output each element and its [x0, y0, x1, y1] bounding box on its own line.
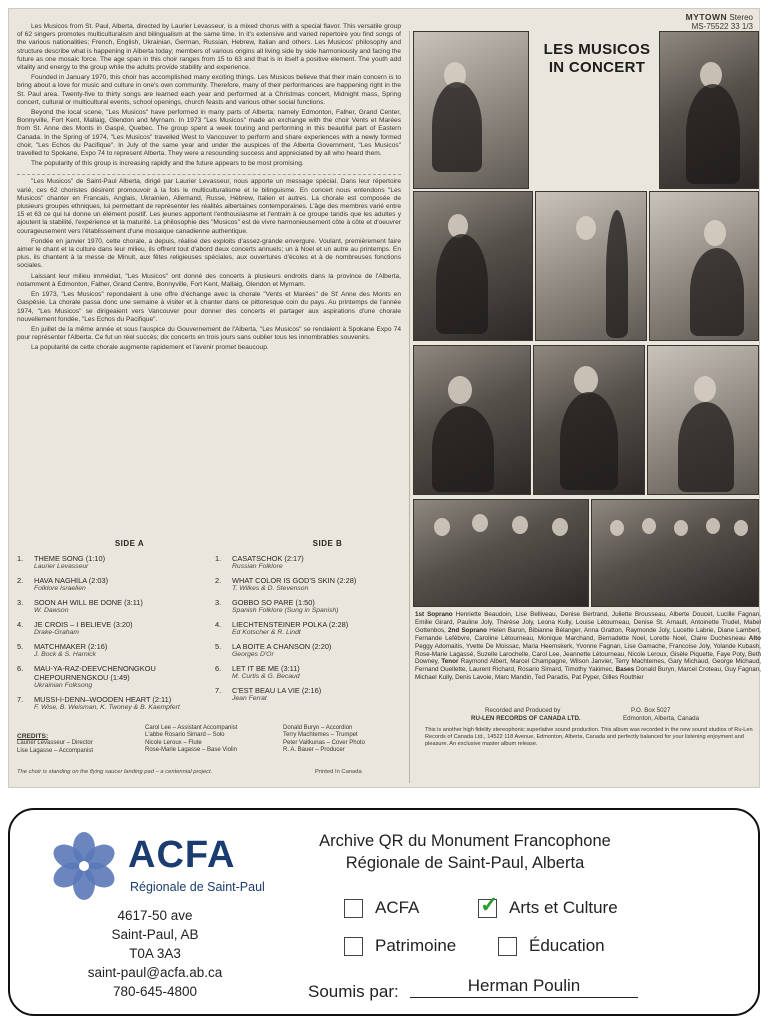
track-title: LIECHTENSTEINER POLKA (2:28) [232, 620, 349, 629]
checkbox-box[interactable] [498, 937, 517, 956]
track-credit: Folklore Israelien [34, 585, 86, 592]
album-back-cover [8, 8, 760, 788]
credit-line: R. A. Bauer – Producer [283, 747, 345, 754]
checkbox-arts-culture[interactable] [478, 891, 618, 918]
photo-accordionist [647, 345, 759, 495]
roster-label-alto: Alto [748, 634, 762, 642]
credit-line: Carol Lee – Assistant Accompanist [145, 725, 238, 731]
record-company: RU-LEN RECORDS OF CANADA LTD. [471, 715, 581, 722]
side-b-title: SIDE B [312, 539, 343, 548]
side-a-title: SIDE A [114, 539, 145, 548]
submitted-label: Soumis par: [308, 982, 399, 1001]
photo-trumpeter [413, 191, 533, 341]
acfa-logo-text: ACFA [128, 834, 236, 876]
french-paragraph-1: "Les Musicos" de Saint-Paul Alberta, dirigé par Laurier Levasseur, nous apporte un message spécial. Dans leur répertoire varié, ces 62 choristes désirent promouvoir à la fois le multiculturalisme et le bilinguisme. En concert nous entendons "Les Musicos" chanter en Francais, Anglais, Ukrainien, Allemand, Russe, Hébrew, Italien et autres. La chorale est composée de plusieurs groupes ethniques, lui permettant de représenter les réalités albertaines contemporaines. L'âge des membres varié entre 15 et 63 ce qui lui donne un élément positif. Les jeunes apportent l'enthousiasme et l'entrain à ce groupe tandis que les adultes y ajoutent la stabilité, l'expérience et la maturité. La philosophie des "Musicos" est de vivre harmonieusement côte à côte et d'oeuvrer courageusement vers l'établissement d'une mosaique canadienne authentique. [17, 178, 401, 235]
track-number: 4. [215, 620, 222, 629]
archive-title-line-2: Régionale de Saint-Paul, Alberta [345, 854, 585, 872]
roster-tenor: Raymond Albert, Marcel Champagne, Wilson Janvier, Terry Machtemes, Gary Michaud, George Michaud, Fernand Ouellette, Laurent Richard, Rosario Simard, Timothy Yakimec, [415, 658, 761, 674]
french-paragraph-2: Fondée en janvier 1970, cette chorale, a depuis, réalisé des exploits d'assez-grande envergure. Voulant, premièrement faire aimer le chant et la culture dans leur milieu, ils offrent tout d'abord deux concerts annuels; un à Noel et un autre au printemps. En plus, ils chantent à la messe de Minuit, aux fêtes religieuses spéciales, aux ouvertures d'écoles et à de nombreuses fonctions sociales. [17, 237, 401, 270]
side-b-track-1 [215, 554, 400, 571]
checkbox-education[interactable] [498, 936, 605, 956]
checkbox-acfa[interactable] [344, 898, 419, 918]
acfa-logo-subtitle: Régionale de Saint-Paul [130, 880, 265, 894]
headline-line-1: LES MUSICOS [543, 41, 651, 58]
credits-column-2 [145, 725, 237, 755]
track-number: 4. [17, 620, 24, 629]
album-headline [537, 41, 657, 77]
roster-soprano1: Henriette Beaudoin, Lise Belliveau, Denise Bertrand, Juliette Brousseau, Alberte Doucet, Lucille Fagnan, Emilie Girard, Pauline Joly, Thérèse Joly, Leona Kully, Louise Létourneau, Denise St. Arnault, Antoinette Trudel, Mabel Gottenbos, [415, 611, 761, 634]
credit-line: L'abbe Rosario Simard – Solo [145, 732, 225, 739]
track-credit: Jean Ferrat [232, 695, 267, 702]
photo-director [413, 345, 531, 495]
track-credit: Ed Kotscher & R. Lindt [232, 629, 301, 636]
track-number: 7. [215, 686, 222, 695]
track-number: 6. [17, 664, 24, 673]
track-title: C'EST BEAU LA VIE (2:16) [232, 686, 322, 695]
checkbox-patrimoine[interactable] [344, 936, 456, 956]
column-divider [409, 31, 410, 783]
archive-card [8, 808, 760, 1016]
side-a-track-5 [17, 642, 202, 659]
track-number: 6. [215, 664, 222, 673]
photo-singer [659, 31, 759, 189]
english-paragraph-2: Founded in January 1970, this choir has accomplished many exciting things. Les Musicos believe that their main concern is to bring about a love for music and culture in one's own community. Therefore, many of their performances are happening right in the St. Paul area. Twenty-five to thirty songs are learned each year and performed at a Christmas concert, Midnight mass, Spring concert, cultural or multicultural events, school openings, church feasts and various other social functions. [17, 74, 401, 106]
credit-line: Donald Buryn – Accordion [283, 725, 353, 731]
credit-line: Laurier Levasseur – Director [17, 740, 93, 747]
submitted-name: Herman Poulin [410, 976, 638, 998]
label-info [686, 13, 753, 31]
track-number: 7. [17, 695, 24, 704]
flower-center [79, 861, 89, 871]
credit-line: Terry Machtemes – Trumpet [283, 732, 358, 739]
side-b-track-3 [215, 598, 400, 615]
track-title: LET IT BE ME (3:11) [232, 664, 300, 673]
choir-roster [415, 611, 761, 682]
credit-line: Lise Lagasse – Accompanist [17, 747, 94, 754]
credits-column-3 [283, 725, 365, 755]
checkbox-label: Arts et Culture [509, 898, 618, 917]
track-credit: Russian Folklore [232, 563, 283, 570]
archive-title [300, 830, 630, 874]
checkbox-label: Éducation [529, 936, 605, 955]
side-b-track-2 [215, 576, 400, 593]
track-number: 2. [215, 576, 222, 585]
side-a-track-1 [17, 554, 202, 571]
track-title: CASATSCHOK (2:17) [232, 554, 304, 563]
english-paragraph-1: Les Musicos from St. Paul, Alberta, directed by Laurier Levasseur, is a mixed chorus with a special flavor. This versatile group of 62 singers promotes multiculturalism and bilingualism at the same time. In it's extensive and varied repertoire you find songs of the various nationalities; French, English, Ukrainian, German, Russian, Hebrew, Italian and others. Les Musicos' philosophy and structure describe what is happening in Alberta today; members of various origins all living side by side harmoniously and facing the future as one mosaic force. The age span in this choir ranges from 15 to 63 and that is in itself a positive element. The youth add vitality and energy to the group while the adults provide stability and experience. [17, 23, 401, 72]
side-b-track-7 [215, 686, 400, 703]
track-title: GOBBO SO PARE (1:50) [232, 598, 315, 607]
archive-title-line-1: Archive QR du Monument Francophone [319, 832, 611, 850]
english-notes [17, 23, 401, 168]
checkbox-label: ACFA [375, 898, 420, 917]
french-paragraph-5: En juillet de la même année et sous l'auspice du Gouvernement de l'Alberta, "Les Musicos" se rendaient à Spokane Expo 74 pour représenter l'Alberta. Ce fut un réel succès; dix concerts en trois jours sans oublier tous les innombrables souvenirs. [17, 325, 401, 342]
roster-bass: Donald Buryn, Marcel Croteau, Guy Fagnan, Michael Kully, Denis Lavoie, Marc Mandin, Ted Paradis, Pat Pyper, Gilles Routhier [415, 666, 762, 682]
catalog-number: MS-75522 [691, 22, 729, 31]
side-a-track-7 [17, 695, 202, 712]
roster-label-soprano2: 2nd Soprano [448, 626, 487, 634]
photo-matchmaker [533, 345, 645, 495]
photo-flutist [649, 191, 759, 341]
headline-line-2: IN CONCERT [548, 59, 646, 76]
track-credit: Georges D'Or [232, 651, 274, 658]
track-number: 1. [17, 554, 24, 563]
roster-label-tenor: Tenor [441, 658, 459, 666]
printed-in: Printed In Canada [315, 769, 362, 775]
side-a-track-3 [17, 598, 202, 615]
track-number: 5. [17, 642, 24, 651]
track-credit: Ukrainian Folksong [34, 682, 93, 689]
track-credit: W. Dawson [34, 607, 69, 614]
track-number: 5. [215, 642, 222, 651]
track-number: 1. [215, 554, 222, 563]
credits-column-1 [17, 733, 93, 755]
side-a [17, 539, 202, 717]
checkbox-label: Patrimoine [375, 936, 457, 955]
credit-line: Nicole Leroux – Flute [145, 739, 202, 746]
roster-soprano2: Helen Baron, Bibianne Bélanger, Anna Gratton, Raymonde Joly, Lucette Labrie, Diane Lambert, Fernande Lefèbvre, Caroline Létourneau, Monique Marchand, Bernadette Noel, Lorette Noel, Claire Duchesneau [415, 626, 762, 642]
checkmark-icon: ✓ [480, 891, 499, 917]
track-title: JE CROIS – I BELIEVE (3:20) [34, 620, 133, 629]
acfa-flower-icon [48, 830, 120, 902]
roster-label-bass: Bases [615, 666, 635, 674]
track-title: MUSSI-I-DENN–WOODEN HEART (2:11) [34, 695, 172, 704]
po-box: P.O. Box 5027 [631, 707, 671, 714]
english-paragraph-4: The popularity of this group is increasing rapidly and the future appears to be most promising. [31, 160, 304, 168]
credits-label: CREDITS: [17, 733, 49, 740]
french-paragraph-3: Laissant leur milieu immédiat, "Les Musicos" ont donné des concerts à plusieurs endroits dans la province de l'Alberta, notamment à Edmonton, Falher, Grand Centre, Bonnyville, Fort Kent, Mallaig, Glendon et Myrnam. [17, 272, 401, 288]
track-credit: M. Curtis & G. Becaud [232, 673, 300, 680]
photo-men-choir [591, 499, 759, 607]
photo-bassist [535, 191, 647, 341]
side-b-track-4 [215, 620, 400, 637]
checkbox-box[interactable] [344, 899, 363, 918]
liner-notes [17, 23, 401, 355]
side-b [215, 539, 400, 708]
side-a-track-2 [17, 576, 202, 593]
track-number: 3. [215, 598, 222, 607]
track-number: 2. [17, 576, 24, 585]
french-notes [17, 174, 401, 352]
checkbox-box[interactable] [344, 937, 363, 956]
credit-line: Rose-Marie Lagasse – Base Violin [145, 747, 237, 754]
roster-label-soprano1: 1st Soprano [415, 611, 453, 618]
french-paragraph-4: En 1973, "Les Musicos" repondaient à une offre d'échange avec la chorale "Vents et Marées" de St' Anne des Monts en Gaspésie. La chorale passa donc une semaine à visiter et à chanter dans ce pittoresque coin du pays. Au printemps de l'année 1974, "Les Musicos" se dirigeaient vers Vancouver pour donner des concerts et partager aux aspirations d'une chorale nouvellement fondée, "Les Echos du Pacifique". [17, 291, 401, 323]
address-block [70, 906, 240, 1001]
track-title: MATCHMAKER (2:16) [34, 642, 108, 651]
label-name: MYTOWN [685, 12, 728, 22]
track-number: 3. [17, 598, 24, 607]
roster-alto: Peggy Adomaitis, Yvette De Moissac, Maria Heemskerk, Yvonne Fagnan, Lise Gamache, Francoise Joly, Yolande Kubash, Rose-Marie Lagassé, Suzelle Larochelle, Carol Lee, Jeannette Létourneau, Nicole Leroux, Gisèle Piquette, Faye Poty, Beth Downey, [415, 642, 761, 666]
credit-line: Peter Vaitkunas – Cover Photo [283, 739, 365, 746]
photo-pianist [413, 31, 529, 189]
checkbox-box[interactable] [478, 891, 499, 918]
track-credit: J. Bock & S. Harnick [34, 651, 96, 658]
side-a-track-4 [17, 620, 202, 637]
french-paragraph-6: La popularité de cette chorale augmente rapidement et l'avenir promet beaucoup. [31, 344, 269, 352]
side-a-track-6 [17, 664, 202, 690]
recorded-by: Recorded and Produced by [485, 707, 561, 714]
track-title: SOON AH WILL BE DONE (3:11) [34, 598, 143, 607]
record-speed: 33 1/3 [730, 22, 753, 31]
phone-line: 780-645-4800 [112, 984, 198, 999]
address-line: T0A 3A3 [129, 946, 181, 961]
record-city: Edmonton, Alberta, Canada [623, 715, 700, 722]
track-title: LA BOITE A CHANSON (2:20) [232, 642, 332, 651]
address-line: 4617-50 ave [117, 908, 193, 923]
track-credit: F. Wise, B. Weisman, K. Twoney & B. Kaempfert [34, 704, 180, 711]
english-paragraph-3: Beyond the local scene, "Les Musicos" have performed in many parts of Alberta; namely Edmonton, Falher, Grand Center, Bonnyville, Fort Kent, Mallaig, Glendon and Myrnam. In 1973 "Les Musicos" made an exchange with the choir Vents et Marées from St. Anne des Monts in Gaspé, Quebec. The group spent a week touring and performing in this beautiful part of Eastern Canada. In the Spring of 1974, "Les Musicos" travelled West to Vancouver to perform and share experiences with a newly formed choir, "Les Echos du Pacifique". In July of the same year and under the auspices of the Alberta Government, "Les Musicos" travelled to Spokane, Expo 74 to represent Alberta. They were a resounding success and appreciated by all who heard them. [17, 109, 401, 158]
email-line: saint-paul@acfa.ab.ca [87, 965, 223, 980]
recording-blurb: This is another high fidelity stereophonic superlative sound production. This album was recorded in the new sound studios of Ru-Len Records of Canada Ltd., 14522 118 Avenue, Edmonton, Alberta, Canada and perfectly balanced for your listening enjoyment and pleasure. An exclusive master album release. [425, 727, 753, 747]
cover-note: The choir is standing on the flying saucer landing pad – a centennial project. [17, 769, 213, 775]
address-line: Saint-Paul, AB [111, 927, 199, 942]
side-b-track-5 [215, 642, 400, 659]
track-credit: Drake-Graham [34, 629, 79, 636]
photo-women-choir [413, 499, 589, 607]
track-title: HAVA NAGHILA (2:03) [34, 576, 109, 585]
label-stereo: Stereo [729, 13, 753, 22]
track-title: MAU-YA-RAZ-DEEVCHENONGKOU CHEPOURNENGKOU (1:49) [34, 664, 156, 682]
track-credit: Spanish Folklore (Sung in Spanish) [232, 607, 339, 614]
side-b-track-6 [215, 664, 400, 681]
track-credit: T. Wilkes & D. Stevenson [232, 585, 309, 592]
track-credit: Laurier Levasseur [34, 563, 89, 570]
track-title: THEME SONG (1:10) [34, 554, 106, 563]
track-title: WHAT COLOR IS GOD'S SKIN (2:28) [232, 576, 357, 585]
